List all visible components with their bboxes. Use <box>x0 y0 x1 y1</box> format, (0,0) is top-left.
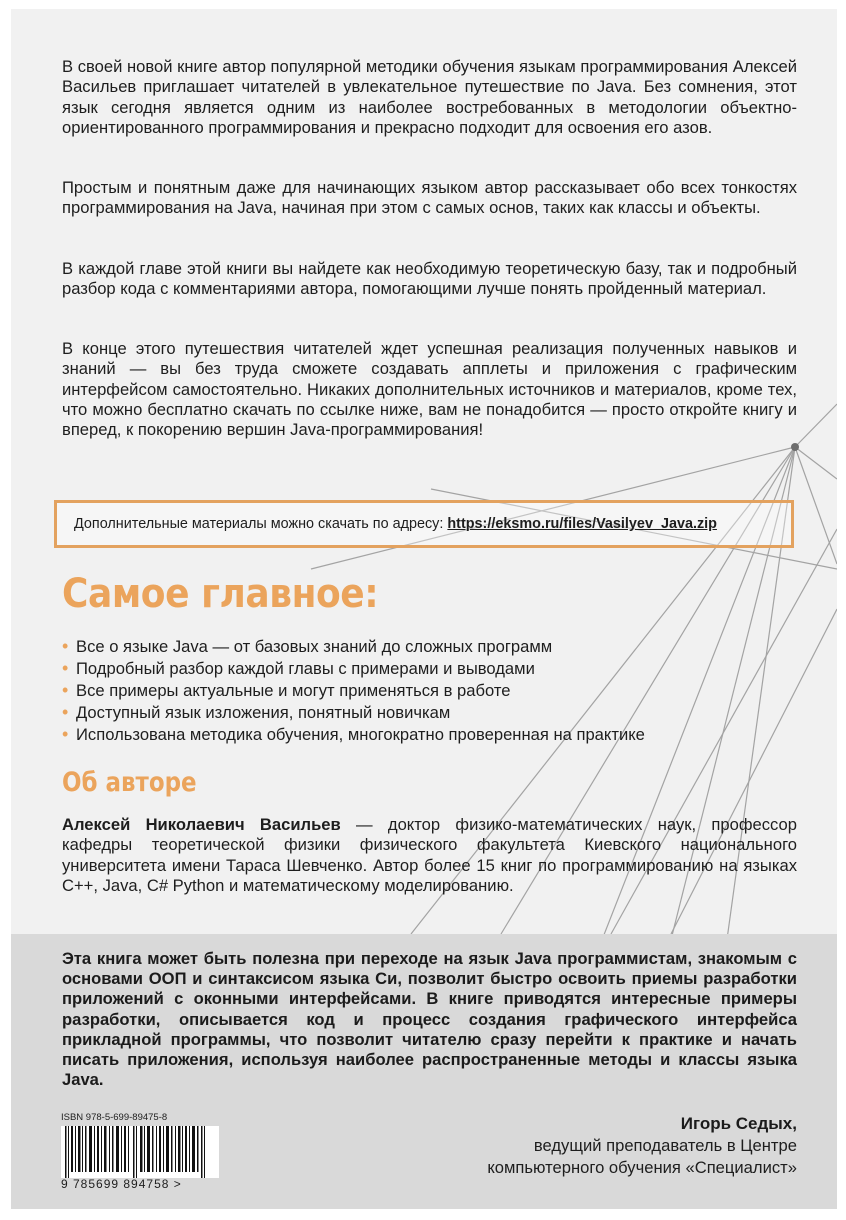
list-item-text: Все о языке Java — от базовых знаний до сложных программ <box>76 637 553 656</box>
highlights-list <box>62 635 645 745</box>
list-item <box>62 701 645 723</box>
author-name: Алексей Николаевич Васильев <box>62 815 341 834</box>
description-paragraph-1: В своей новой книге автор популярной методики обучения языкам программирования Алексей Васильев приглашает читателей в увлекательное путешествие по Java. Без сомнения, этот язык сегодня является одним из наиболее востребованных в методологии объектно-ориентированного программирования и прекрасно подходит для освоения его азов. <box>62 57 797 137</box>
reviewer-role-line-1: ведущий преподаватель в Центре <box>533 1136 797 1155</box>
description-paragraph-3: В каждой главе этой книги вы найдете как необходимую теоретическую базу, так и подробный разбор кода с комментариями автора, помогающими лучше понять пройденный материал. <box>62 259 797 299</box>
materials-box <box>54 500 794 548</box>
isbn: ISBN 978-5-699-89475-8 <box>61 1112 168 1123</box>
list-item-text: Подробный разбор каждой главы с примерами и выводами <box>76 659 535 678</box>
highlights-heading: Самое главное: <box>62 571 379 617</box>
bullet-icon: • <box>62 724 69 744</box>
bullet-icon: • <box>62 702 69 722</box>
reviewer-role-line-2: компьютерного обучения «Специалист» <box>487 1158 797 1177</box>
bullet-icon: • <box>62 658 69 678</box>
list-item-text: Все примеры актуальные и могут применяться в работе <box>76 681 511 700</box>
bullet-icon: • <box>62 636 69 656</box>
list-item-text: Использована методика обучения, многократно проверенная на практике <box>76 725 645 744</box>
list-item-text: Доступный язык изложения, понятный новичкам <box>76 703 451 722</box>
materials-link[interactable]: https://eksmo.ru/files/Vasilyev_Java.zip <box>447 516 717 532</box>
author-bio <box>62 815 797 896</box>
materials-label: Дополнительные материалы можно скачать по адресу: <box>74 516 444 532</box>
barcode-digits: 9 785699 894758 > <box>61 1177 182 1191</box>
author-bio-text: — доктор физико-математических наук, профессор кафедры теоретической физики физического факультета Киевского национального университета имени Тараса Шевченко. Автор более 15 книг по программированию на языках C++, Java, C# Python и математическому моделированию. <box>62 815 797 895</box>
materials-text <box>74 516 717 532</box>
description-paragraph-4: В конце этого путешествия читателей ждет успешная реализация полученных навыков и знаний — вы без труда сможете создавать апплеты и приложения с графическим интерфейсом самостоятельно. Никаких дополнительных источников и материалов, кроме тех, что можно бесплатно скачать по ссылке ниже, вам не понадобится — просто откройте книгу и вперед, к покорению вершин Java-программирования! <box>62 339 797 440</box>
book-back-cover <box>11 9 837 1209</box>
reviewer-block <box>487 1113 797 1179</box>
list-item <box>62 679 645 701</box>
author-heading: Об авторе <box>62 767 197 798</box>
list-item <box>62 657 645 679</box>
barcode-image <box>61 1126 219 1178</box>
list-item <box>62 723 645 745</box>
list-item <box>62 635 645 657</box>
reviewer-name: Игорь Седых, <box>680 1114 797 1133</box>
description-paragraph-2: Простым и понятным даже для начинающих языком автор рассказывает обо всех тонкостях программирования на Java, начиная при этом с самых основ, таких как классы и объекты. <box>62 178 797 218</box>
barcode-block <box>61 1112 219 1192</box>
review-text: Эта книга может быть полезна при переходе на язык Java программистам, знакомым с основами ООП и синтаксисом языка Си, позволит быстро освоить приемы разработки приложений с оконными интерфейсами. В книге приводятся интересные примеры разработки, описывается код и процесс создания графического интерфейса прикладной программы, что позволит читателю сразу перейти к практике и начать писать приложения, используя наиболее распространенные методы и классы языка Java. <box>62 949 797 1090</box>
bullet-icon: • <box>62 680 69 700</box>
